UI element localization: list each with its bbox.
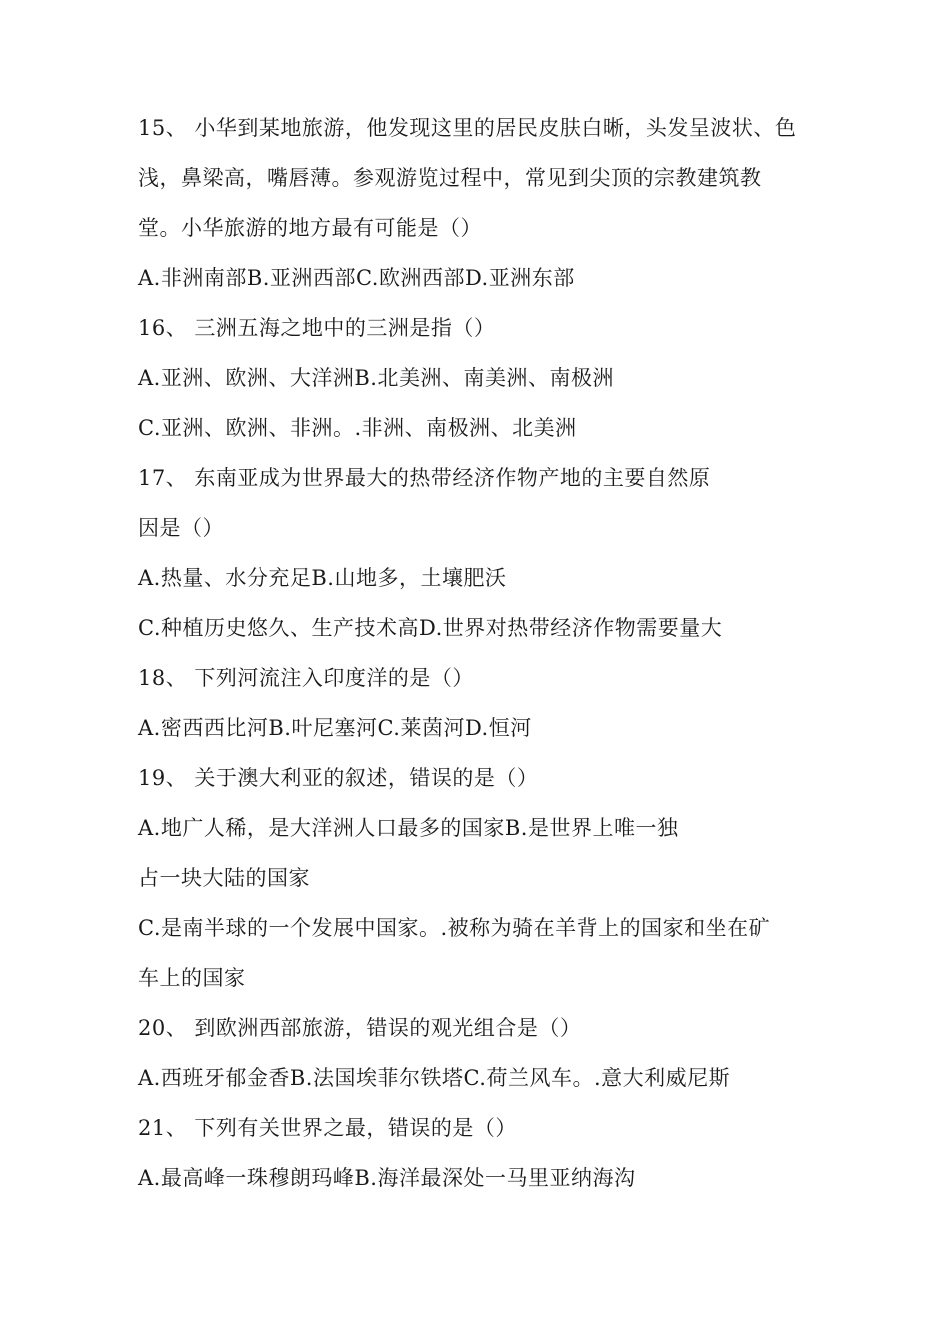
question-21-stem: 21、 下列有关世界之最，错误的是（） <box>138 1116 517 1140</box>
question-15-line-2: 浅，鼻梁高，嘴唇薄。参观游览过程中，常见到尖顶的宗教建筑教 <box>138 166 762 190</box>
question-19-options-ab-1: A.地广人稀，是大洋洲人口最多的国家B.是世界上唯一独 <box>138 816 679 840</box>
question-15-line-1: 15、 小华到某地旅游，他发现这里的居民皮肤白晰，头发呈波状、色 <box>138 116 797 140</box>
question-19-options-cd-1: C.是南半球的一个发展中国家。.被称为骑在羊背上的国家和坐在矿 <box>138 916 771 940</box>
question-15-options: A.非洲南部B.亚洲西部C.欧洲西部D.亚洲东部 <box>138 266 575 290</box>
question-17-line-2: 因是（） <box>138 516 224 540</box>
question-20-options: A.西班牙郁金香B.法国埃菲尔铁塔C.荷兰风车。.意大利威尼斯 <box>138 1066 731 1090</box>
question-19-stem: 19、 关于澳大利亚的叙述，错误的是（） <box>138 766 539 790</box>
question-16-options-cd: C.亚洲、欧洲、非洲。.非洲、南极洲、北美洲 <box>138 416 577 440</box>
question-18-stem: 18、 下列河流注入印度洋的是（） <box>138 666 474 690</box>
question-19-options-ab-2: 占一块大陆的国家 <box>138 866 310 890</box>
question-16-stem: 16、 三洲五海之地中的三洲是指（） <box>138 316 496 340</box>
question-16-options-ab: A.亚洲、欧洲、大洋洲B.北美洲、南美洲、南极洲 <box>138 366 614 390</box>
question-text-block <box>138 103 838 1203</box>
question-20-stem: 20、 到欧洲西部旅游，错误的观光组合是（） <box>138 1016 582 1040</box>
question-15-line-3: 堂。小华旅游的地方最有可能是（） <box>138 216 482 240</box>
question-17-options-cd: C.种植历史悠久、生产技术高D.世界对热带经济作物需要量大 <box>138 616 723 640</box>
question-19-options-cd-2: 车上的国家 <box>138 966 246 990</box>
question-17-options-ab: A.热量、水分充足B.山地多，土壤肥沃 <box>138 566 507 590</box>
question-17-line-1: 17、 东南亚成为世界最大的热带经济作物产地的主要自然原 <box>138 466 711 490</box>
question-18-options: A.密西西比河B.叶尼塞河C.莱茵河D.恒河 <box>138 716 532 740</box>
question-21-options-ab: A.最高峰一珠穆朗玛峰B.海洋最深处一马里亚纳海沟 <box>138 1166 636 1190</box>
